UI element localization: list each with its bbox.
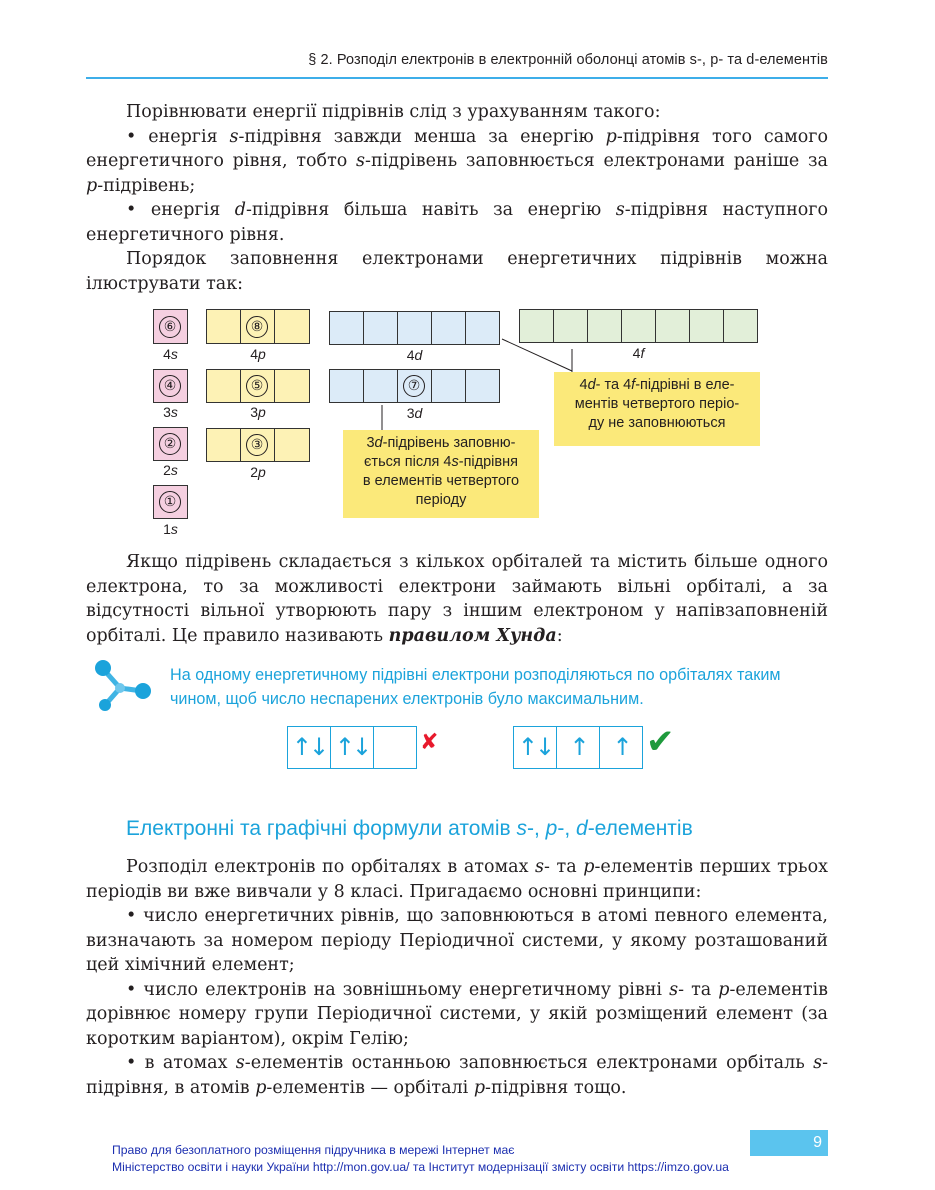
label-4s: 4s: [163, 346, 178, 362]
note-3d: 3d-підрівень заповню- ється після 4s-підрівня в елементів четвертого періоду: [343, 430, 539, 518]
order-number: ⑤: [246, 375, 268, 397]
principle-1: • число енергетичних рівнів, що заповнюються в атомі певного елемента, визначають за номером періоду Періодичної системи, у якому розташований цей хімічний елемент;: [86, 906, 828, 975]
order-number: ⑥: [159, 316, 181, 338]
order-number: ③: [246, 434, 268, 456]
label-2p: 2p: [250, 464, 266, 480]
label-1s: 1s: [163, 521, 178, 537]
label-3s: 3s: [163, 404, 178, 420]
principle-2: • число електронів на зовнішньому енергетичному рівні s- та p-елементів дорівнює номеру групи Періодичної системи, у якій розміщений елемент (за коротким варіантом), окрім Гелію;: [86, 979, 828, 1049]
section-body: [86, 855, 828, 1100]
label-4d: 4d: [406, 347, 423, 363]
section-intro: Розподіл електронів по орбіталях в атомах s- та p-елементів перших трьох періодів ви вже вивчали у 8 класі. Пригадаємо основні принципи:: [86, 857, 828, 902]
bullet-d-vs-s: • енергія d-підрівня більша навіть за енергію s-підрівня наступного енергетичного рівня.: [86, 200, 828, 245]
label-3d: 3d: [406, 405, 423, 421]
footer-line-2: Міністерство освіти і науки України http://mon.gov.ua/ та Інститут модернізації змісту освіти https://imzo.gov.ua: [112, 1160, 729, 1174]
label-2s: 2s: [163, 462, 178, 478]
intro-line: Порівнювати енергії підрівнів слід з урахуванням такого:: [126, 102, 661, 122]
footer-line-1: Право для безоплатного розміщення підручника в мережі Інтернет має: [112, 1143, 515, 1157]
running-header: § 2. Розподіл електронів в електронній оболонці атомів s-, p- та d-елементів: [308, 52, 828, 68]
right-orbital-1: ↑↓: [513, 726, 557, 769]
hund-paragraph: Якщо підрівень складається з кількох орбіталей та містить більше одного електрона, то за можливості електрони займають вільні орбіталі, а за відсутності вільної утворюють пару з іншим електроном у напівзаповненій орбіталі. Це правило називають правилом Хунда:: [86, 552, 828, 646]
order-line: Порядок заповнення електронами енергетичних підрівнів можна ілюструвати так:: [86, 249, 828, 294]
order-number: ⑧: [246, 316, 268, 338]
principle-3: • в атомах s-елементів останньою заповнюється електронами орбіталь s-підрівня, в атомів p-елементів — орбіталі p-підрівня тощо.: [86, 1053, 828, 1098]
wrong-orbital-1: ↑↓: [287, 726, 331, 769]
order-number: ⑦: [403, 375, 425, 397]
order-number: ②: [159, 433, 181, 455]
checkmark-icon: ✔: [646, 722, 675, 762]
cross-icon: ✘: [420, 730, 439, 755]
bullet-s-vs-p: • енергія s-підрівня завжди менша за енергію p-підрівня того самого енергетичного рівня, тобто s-підрівень заповнюється електронами раніше за p-підрівень;: [86, 126, 828, 196]
note-4d-4f: 4d- та 4f-підрівні в еле- ментів четвертого періо- ду не заповнюються: [554, 372, 760, 446]
page-number: 9: [750, 1130, 828, 1156]
label-4f: 4f: [632, 345, 645, 361]
wrong-orbital-3: [373, 726, 417, 769]
wrong-orbital-2: ↑↓: [330, 726, 374, 769]
hund-rule-statement: На одному енергетичному підрівні електрони розподіляються по орбіталях таким чином, щоб число неспарених електронів було максимальним.: [170, 666, 781, 708]
order-number: ④: [159, 375, 181, 397]
order-number: ①: [159, 491, 181, 513]
right-orbital-2: ↑: [556, 726, 600, 769]
right-orbital-3: ↑: [599, 726, 643, 769]
label-4p: 4p: [250, 346, 266, 362]
molecule-icon: [90, 658, 156, 716]
label-3p: 3p: [250, 404, 266, 420]
section-title: Електронні та графічні формули атомів s-, p-, d-елементів: [126, 817, 693, 840]
